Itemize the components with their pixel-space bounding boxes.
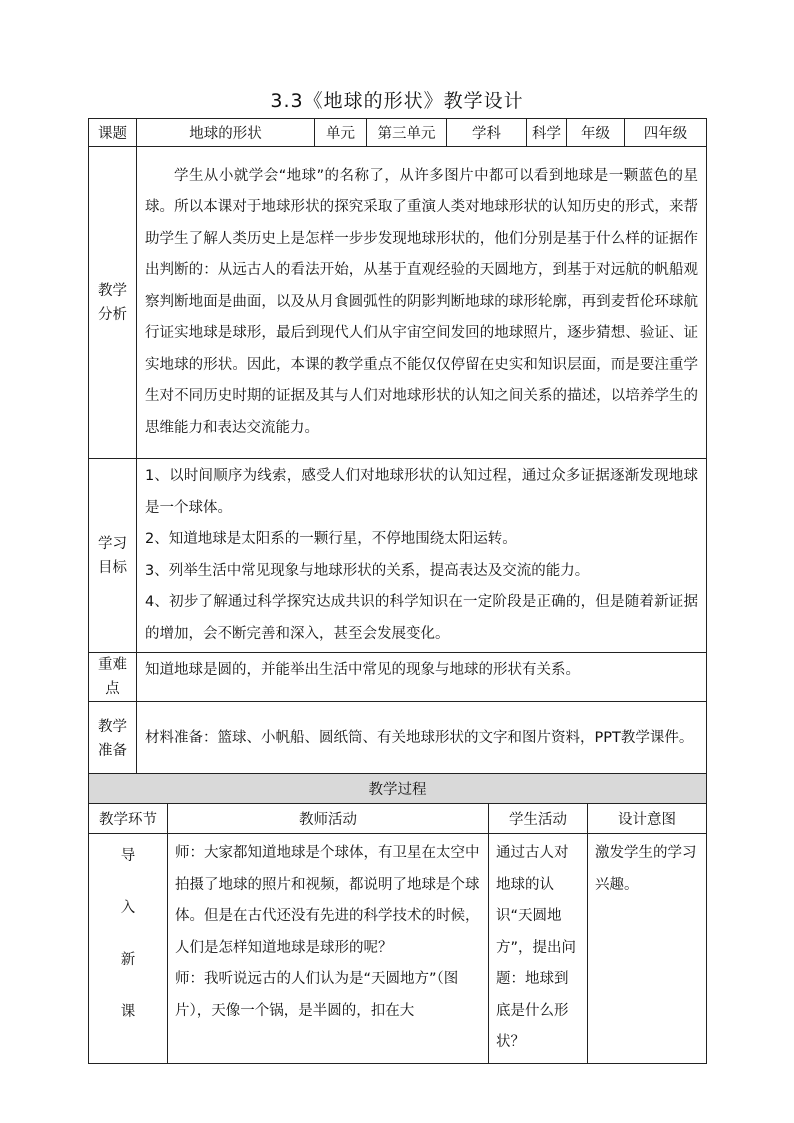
stage-char: 入 <box>120 900 136 916</box>
grade-label: 年级 <box>567 119 625 147</box>
objective-item: 4、初步了解通过科学探究达成共识的科学知识在一定阶段是正确的，但是随着新证据的增加，会不断完善和深入，甚至会发展变化。 <box>145 594 698 642</box>
objectives-label <box>89 459 137 653</box>
teacher-line-2: 师：我听说远古的人们认为是“天圆地方”（图片），天像一个锅，是半圆的，扣在大 <box>175 971 459 1019</box>
stage-char: 课 <box>120 1004 136 1020</box>
subject-value: 科学 <box>527 119 567 147</box>
key-points-text: 知道地球是圆的，并能举出生活中常见的现象与地球的形状有关系。 <box>145 662 580 678</box>
preparation-text: 材料准备：篮球、小帆船、圆纸筒、有关地球形状的文字和图片资料，PPT教学课件。 <box>145 729 694 746</box>
grade-value: 四年级 <box>625 119 707 147</box>
preparation-label-text: 教学 准备 <box>98 718 127 759</box>
objectives-label-text: 学习 目标 <box>98 535 127 576</box>
preparation-label <box>89 702 137 776</box>
analysis-text: 学生从小就学会“地球”的名称了，从许多图片中都可以看到地球是一颗蓝色的星球。所以本课对于地球形状的探究采取了重演人类对地球形状的认知历史的形式，来帮助学生了解人类历史上是怎样一步步发现地球形状的，他们分别是基于什么样的证据作出判断的：从远古人的看法开始，从基于直观经验的天圆地方，到基于对远航的帆船观察判断地面是曲面，以及从月食圆弧性的阴影判断地球的球形轮廓，再到麦哲伦环球航行证实地球是球形，最后到现代人们从宇宙空间发回的地球照片，逐步猜想、验证、证实地球的形状。因此，本课的教学重点不能仅仅停留在史实和知识层面，而是要注重学生对不同历史时期的证据及其与人们对地球形状的认知之间关系的描述，以培养学生的思维能力和表达交流能力。 <box>145 167 698 436</box>
analysis-label-text: 教学 分析 <box>98 282 127 323</box>
analysis-content <box>137 147 707 459</box>
preparation-content <box>137 702 707 776</box>
analysis-label <box>89 147 137 459</box>
subject-label: 学科 <box>447 119 527 147</box>
unit-value: 第三单元 <box>367 119 447 147</box>
course-label: 课题 <box>89 119 137 147</box>
document-title: 3.3《地球的形状》教学设计 <box>270 90 524 112</box>
teacher-activity <box>168 834 489 1064</box>
teaching-process-table <box>88 773 707 1064</box>
course-value: 地球的形状 <box>137 119 315 147</box>
key-points-label <box>89 653 137 702</box>
design-intent <box>588 834 707 1064</box>
stage-intro <box>89 834 168 1064</box>
stage-char: 新 <box>120 952 136 968</box>
student-activity <box>489 834 588 1064</box>
objective-item: 1、以时间顺序为线索，感受人们对地球形状的认知过程，通过众多证据逐渐发现地球是一个球体。 <box>145 468 698 516</box>
key-points-content <box>137 653 707 702</box>
unit-label: 单元 <box>315 119 367 147</box>
objective-item: 2、知道地球是太阳系的一颗行星，不停地围绕太阳运转。 <box>145 531 517 547</box>
col-teacher: 教师活动 <box>168 804 489 834</box>
key-points-label-text: 重难 点 <box>98 657 127 697</box>
process-heading: 教学过程 <box>89 774 707 804</box>
objective-item: 3、列举生活中常见现象与地球形状的关系，提高表达及交流的能力。 <box>145 562 590 579</box>
col-student: 学生活动 <box>489 804 588 834</box>
intent-text: 激发学生的学习兴趣。 <box>595 845 697 893</box>
teacher-line-1: 师：大家都知道地球是个球体，有卫星在太空中拍摄了地球的照片和视频，都说明了地球是个球体。但是在古代还没有先进的科学技术的时候，人们是怎样知道地球是球形的呢？ <box>175 845 480 956</box>
objectives-content <box>137 459 707 653</box>
col-stage: 教学环节 <box>89 804 168 834</box>
lesson-info-table <box>88 118 707 776</box>
col-intent: 设计意图 <box>588 804 707 834</box>
student-text: 通过古人对地球的认识“天圆地方”，提出问题：地球到底是什么形状？ <box>496 845 577 1050</box>
stage-char: 导 <box>120 848 136 864</box>
